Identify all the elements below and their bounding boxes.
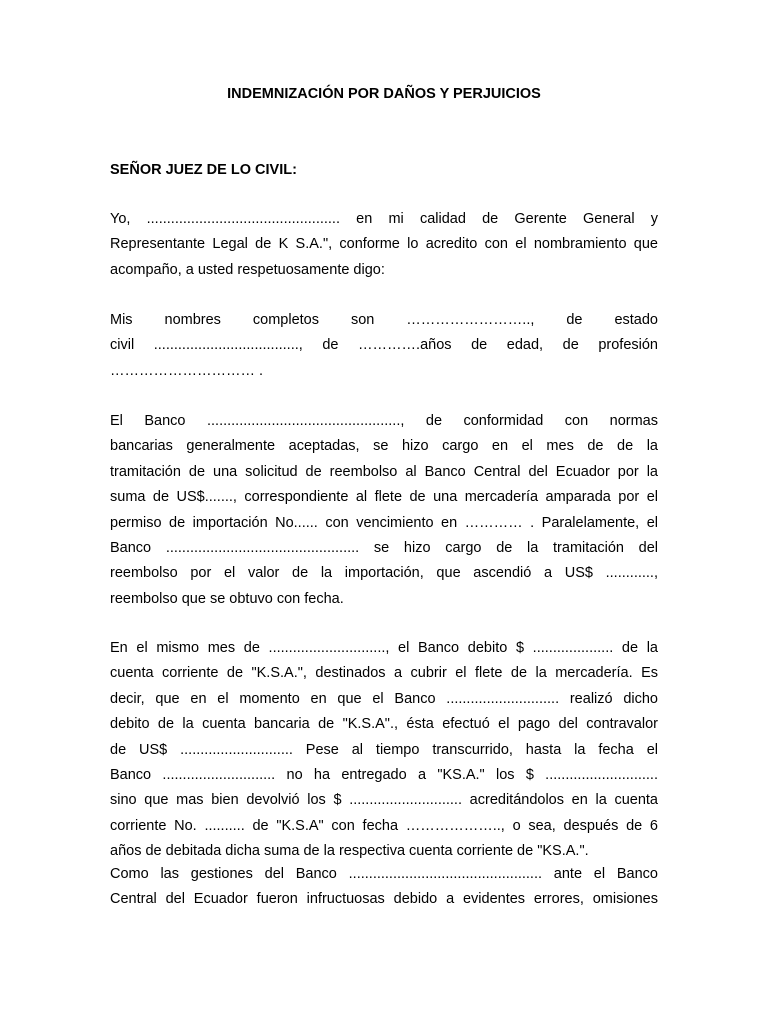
paragraph-account-debit xyxy=(110,636,658,865)
paragraph-line: Representante Legal de K S.A.", conforme lo acredito con el nombramiento que xyxy=(110,236,658,253)
paragraph-line: tramitación de una solicitud de reembolso al Banco Central del Ecuador por la xyxy=(110,463,658,480)
paragraph-line: Banco ............................ no ha entregado a "KS.A." los $ ............................ xyxy=(110,766,658,783)
paragraph-line: Banco ................................................ se hizo cargo de la tramitación del xyxy=(110,539,658,556)
paragraph-line: corriente No. .......... de "K.S.A" con fecha ……………….., o sea, después de 6 xyxy=(110,817,658,834)
paragraph-line: ………………………… . xyxy=(110,362,264,379)
paragraph-central-bank-efforts xyxy=(110,862,658,913)
paragraph-line: reembolso por el valor de la importación, que ascendió a US$ ............, xyxy=(110,565,658,582)
paragraph-line: civil ...................................., de ………….años de edad, de profesión xyxy=(110,337,658,354)
paragraph-line: decir, que en el momento en que el Banco ............................ realizó dicho xyxy=(110,690,658,707)
paragraph-line: acompaño, a usted respetuosamente digo: xyxy=(110,261,385,278)
paragraph-line: Mis nombres completos son …………………….., de estado xyxy=(110,312,658,328)
addressee-heading: SEÑOR JUEZ DE LO CIVIL: xyxy=(110,162,297,178)
paragraph-line: de US$ ............................ Pese al tiempo transcurrido, hasta la fecha el xyxy=(110,741,658,758)
paragraph-line: El Banco ................................................, de conformidad con normas xyxy=(110,413,658,429)
paragraph-line: bancarias generalmente aceptadas, se hizo cargo en el mes de de la xyxy=(110,438,658,455)
paragraph-line: debito de la cuenta bancaria de "K.S.A"., ésta efectuó el pago del contravalor xyxy=(110,716,658,733)
paragraph-line: cuenta corriente de "K.S.A.", destinados a cubrir el flete de la mercadería. Es xyxy=(110,665,658,682)
paragraph-line: reembolso que se obtuvo con fecha. xyxy=(110,590,344,607)
paragraph-personal-data xyxy=(110,308,658,384)
paragraph-line: permiso de importación No...... con vencimiento en ………… . Paralelamente, el xyxy=(110,514,658,531)
paragraph-line: Central del Ecuador fueron infructuosas debido a evidentes errores, omisiones xyxy=(110,891,658,908)
paragraph-line: sino que mas bien devolvió los $ ............................ acreditándolos en la cuenta xyxy=(110,792,658,809)
paragraph-line: Como las gestiones del Banco ................................................ ante el Banco xyxy=(110,866,658,882)
paragraph-introduction xyxy=(110,207,658,283)
paragraph-line: Yo, ................................................ en mi calidad de Gerente General y xyxy=(110,211,658,227)
paragraph-line: suma de US$......., correspondiente al flete de una mercadería amparada por el xyxy=(110,489,658,506)
paragraph-line: En el mismo mes de ............................., el Banco debito $ .................... de la xyxy=(110,640,658,656)
paragraph-bank-reimbursement xyxy=(110,409,658,612)
document-title: INDEMNIZACIÓN POR DAÑOS Y PERJUICIOS xyxy=(227,86,541,102)
paragraph-line: años de debitada dicha suma de la respectiva cuenta corriente de "KS.A.". xyxy=(110,843,589,860)
